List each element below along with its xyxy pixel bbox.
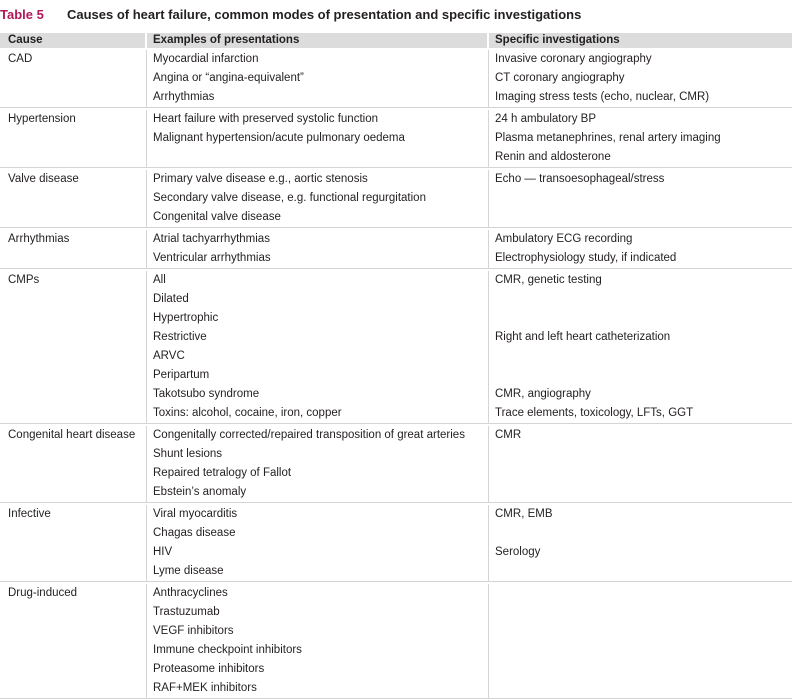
cause-cell — [0, 170, 147, 227]
cause-cell — [0, 505, 147, 581]
investigations-cell — [489, 505, 792, 581]
table-body — [0, 48, 792, 699]
presentation-item: Viral myocarditis — [153, 508, 238, 520]
causes-table — [0, 33, 792, 699]
investigations-cell — [489, 170, 792, 227]
investigation-item: Renin and aldosterone — [495, 151, 611, 163]
presentation-item: Chagas disease — [153, 527, 236, 539]
cause-label: Hypertension — [8, 113, 76, 125]
cause-label: CAD — [8, 53, 33, 65]
presentation-item: Takotsubo syndrome — [153, 388, 260, 400]
presentation-item: Shunt lesions — [153, 448, 223, 460]
investigation-item — [495, 660, 792, 679]
presentations-cell — [147, 170, 489, 227]
presentation-item: HIV — [153, 546, 173, 558]
investigation-item — [495, 641, 792, 660]
presentation-item — [153, 148, 488, 167]
presentation-item: Ventricular arrhythmias — [153, 252, 271, 264]
investigation-item — [495, 208, 792, 227]
investigations-cell — [489, 110, 792, 167]
table-title: Causes of heart failure, common modes of presentation and specific investigations — [67, 7, 582, 22]
investigation-item: Invasive coronary angiography — [495, 53, 652, 65]
cause-cell — [0, 50, 147, 107]
presentation-item: VEGF inhibitors — [153, 625, 234, 637]
presentation-item: Trastuzumab — [153, 606, 220, 618]
investigation-item: Trace elements, toxicology, LFTs, GGT — [495, 407, 694, 419]
investigation-item — [495, 309, 792, 328]
cause-label: CMPs — [8, 274, 40, 286]
presentation-item: Toxins: alcohol, cocaine, iron, copper — [153, 407, 342, 419]
cause-cell — [0, 230, 147, 268]
presentation-item: Congenitally corrected/repaired transposition of great arteries — [153, 429, 465, 441]
presentation-item: Heart failure with preserved systolic function — [153, 113, 378, 125]
table-row — [0, 269, 792, 424]
investigations-cell — [489, 271, 792, 423]
presentation-item: All — [153, 274, 166, 286]
presentation-item: Congenital valve disease — [153, 211, 281, 223]
investigation-item: Right and left heart catheterization — [495, 331, 671, 343]
presentation-item: Dilated — [153, 293, 189, 305]
investigation-item — [495, 679, 792, 698]
presentations-cell — [147, 230, 489, 268]
presentation-item: Proteasome inhibitors — [153, 663, 265, 675]
presentation-item: Immune checkpoint inhibitors — [153, 644, 302, 656]
presentation-item: ARVC — [153, 350, 185, 362]
presentation-item: Anthracyclines — [153, 587, 228, 599]
cause-label: Valve disease — [8, 173, 79, 185]
cause-cell — [0, 271, 147, 423]
investigation-item — [495, 189, 792, 208]
cause-cell — [0, 110, 147, 167]
presentations-cell — [147, 271, 489, 423]
investigation-item: Echo — transoesophageal/stress — [495, 173, 665, 185]
investigation-item: Ambulatory ECG recording — [495, 233, 633, 245]
investigation-item: CMR, genetic testing — [495, 274, 602, 286]
presentation-item: Myocardial infarction — [153, 53, 259, 65]
investigation-item — [495, 445, 792, 464]
cause-label: Congenital heart disease — [8, 429, 136, 441]
presentation-item: Arrhythmias — [153, 91, 215, 103]
header-cause: Cause — [0, 33, 147, 48]
table-row — [0, 108, 792, 168]
table-row — [0, 168, 792, 228]
presentation-item: Restrictive — [153, 331, 207, 343]
investigation-item: Imaging stress tests (echo, nuclear, CMR) — [495, 91, 710, 103]
presentations-cell — [147, 584, 489, 698]
investigation-item — [495, 366, 792, 385]
presentation-item: Peripartum — [153, 369, 210, 381]
presentations-cell — [147, 50, 489, 107]
header-investigations: Specific investigations — [495, 34, 620, 46]
presentations-cell — [147, 426, 489, 502]
investigation-item — [495, 347, 792, 366]
table-row — [0, 48, 792, 108]
investigation-item: CMR, angiography — [495, 388, 591, 400]
investigation-item: CT coronary angiography — [495, 72, 625, 84]
table-row — [0, 503, 792, 582]
investigation-item — [495, 584, 792, 603]
table-header-row — [0, 33, 792, 48]
investigation-item — [495, 603, 792, 622]
presentation-item: Hypertrophic — [153, 312, 219, 324]
investigation-item: Plasma metanephrines, renal artery imaging — [495, 132, 721, 144]
investigation-item — [495, 562, 792, 581]
presentation-item: Ebstein’s anomaly — [153, 486, 247, 498]
investigation-item: 24 h ambulatory BP — [495, 113, 597, 125]
table-row — [0, 582, 792, 699]
investigation-item — [495, 290, 792, 309]
investigations-cell — [489, 426, 792, 502]
presentation-item: Secondary valve disease, e.g. functional regurgitation — [153, 192, 426, 204]
presentation-item: Repaired tetralogy of Fallot — [153, 467, 292, 479]
investigation-item — [495, 464, 792, 483]
cause-cell — [0, 426, 147, 502]
table-caption — [0, 7, 581, 27]
table-number: Table 5 — [0, 7, 44, 22]
table-row — [0, 228, 792, 269]
presentations-cell — [147, 110, 489, 167]
presentation-item: Malignant hypertension/acute pulmonary oedema — [153, 132, 405, 144]
investigations-cell — [489, 230, 792, 268]
presentation-item: Lyme disease — [153, 565, 224, 577]
cause-label: Arrhythmias — [8, 233, 70, 245]
investigation-item: Serology — [495, 546, 541, 558]
presentation-item: RAF+MEK inhibitors — [153, 682, 257, 694]
investigation-item: CMR — [495, 429, 522, 441]
investigations-cell — [489, 584, 792, 698]
investigation-item — [495, 524, 792, 543]
investigations-cell — [489, 50, 792, 107]
investigation-item — [495, 483, 792, 502]
investigation-item: CMR, EMB — [495, 508, 553, 520]
cause-cell — [0, 584, 147, 698]
header-presentations: Examples of presentations — [147, 33, 489, 48]
cause-label: Infective — [8, 508, 51, 520]
investigation-item: Electrophysiology study, if indicated — [495, 252, 677, 264]
investigation-item — [495, 622, 792, 641]
table-row — [0, 424, 792, 503]
presentation-item: Atrial tachyarrhythmias — [153, 233, 270, 245]
cause-label: Drug-induced — [8, 587, 78, 599]
presentation-item: Angina or “angina-equivalent” — [153, 72, 304, 84]
presentations-cell — [147, 505, 489, 581]
presentation-item: Primary valve disease e.g., aortic stenosis — [153, 173, 368, 185]
